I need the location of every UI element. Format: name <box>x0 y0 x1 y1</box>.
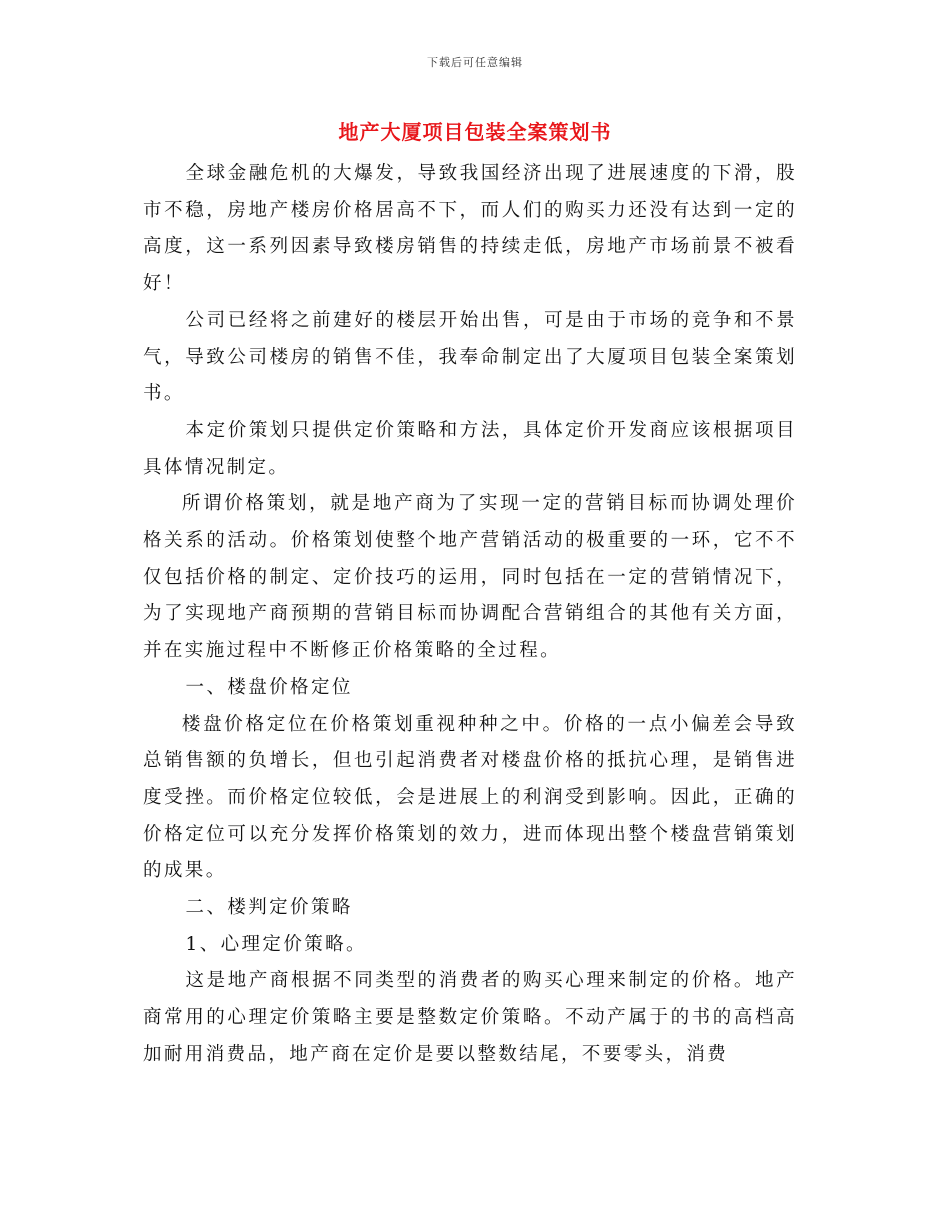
subsection-heading-psychological-pricing: 1、心理定价策略。 <box>185 933 367 955</box>
document-body <box>143 156 797 1074</box>
section-heading-pricing-strategy: 二、楼判定价策略 <box>185 897 353 919</box>
paragraph-scope: 本定价策划只提供定价策略和方法，具体定价开发商应该根据项目具体情况制定。 <box>143 419 797 478</box>
document-title: 地产大厦项目包装全案策划书 <box>338 120 612 144</box>
paragraph-company: 公司已经将之前建好的楼层开始出售，可是由于市场的竞争和不景气，导致公司楼房的销售不佳，我奉命制定出了大厦项目包装全案策划书。 <box>143 309 797 405</box>
paragraph-intro: 全球金融危机的大爆发，导致我国经济出现了进展速度的下滑，股市不稳，房地产楼房价格居高不下，而人们的购买力还没有达到一定的高度，这一系列因素导致楼房销售的持续走低，房地产市场前景不被看好！ <box>143 163 797 295</box>
header-note: 下载后可任意编辑 <box>427 56 523 69</box>
section-heading-price-positioning: 一、楼盘价格定位 <box>185 676 353 698</box>
paragraph-price-planning: 所谓价格策划，就是地产商为了实现一定的营销目标而协调处理价格关系的活动。价格策划使整个地产营销活动的极重要的一环，它不不仅包括价格的制定、定价技巧的运用，同时包括在一定的营销情况下，为了实现地产商预期的营销目标而协调配合营销组合的其他有关方面，并在实施过程中不断修正价格策略的全过程。 <box>143 493 797 662</box>
paragraph-psychological-pricing: 这是地产商根据不同类型的消费者的购买心理来制定的价格。地产商常用的心理定价策略主要是整数定价策略。不动产属于的书的高档高加耐用消费品，地产商在定价是要以整数结尾，不要零头，消费 <box>143 970 797 1065</box>
paragraph-price-positioning: 楼盘价格定位在价格策划重视种种之中。价格的一点小偏差会导致总销售额的负增长，但也引起消费者对楼盘价格的抵抗心理，是销售进度受挫。而价格定位较低，会是进展上的利润受到影响。因此，正确的价格定位可以充分发挥价格策划的效力，进而体现出整个楼盘营销策划的成果。 <box>143 713 797 882</box>
